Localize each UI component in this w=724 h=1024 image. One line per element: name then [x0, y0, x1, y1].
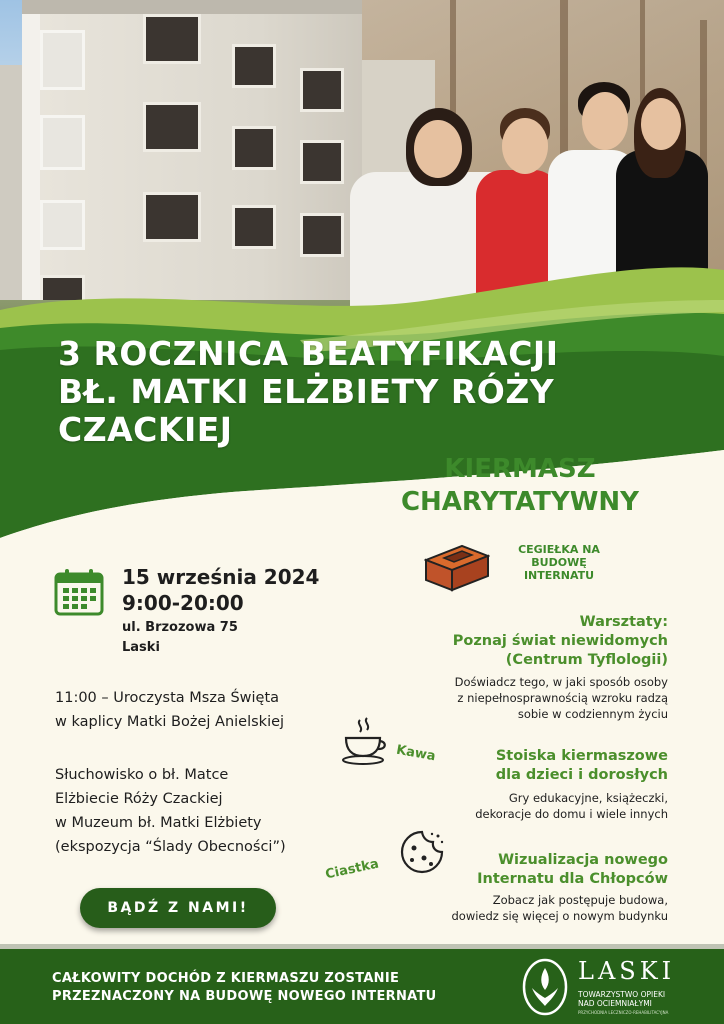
mass-line: w kaplicy Matki Bożej Anielskiej	[55, 714, 285, 730]
workshops-description-line: Doświadcz tego, w jaki sposób osoby	[454, 675, 668, 689]
stalls-description-line: dekoracje do domu i wiele innych	[475, 807, 668, 821]
coffee-label: Kawa	[394, 742, 437, 765]
cegielka-line: CEGIEŁKA NA	[518, 543, 600, 556]
title-line: BŁ. MATKI ELŻBIETY RÓŻY	[58, 372, 555, 411]
visualization-heading-line: Internatu dla Chłopców	[477, 871, 668, 887]
stalls-heading-line: dla dzieci i dorosłych	[495, 767, 668, 783]
logo-tagline: PRZYCHODNIA LECZNICZO-REHABILITACYJNA	[578, 1010, 669, 1015]
cegielka-line: BUDOWĘ	[531, 556, 587, 569]
stalls-description-line: Gry edukacyjne, książeczki,	[508, 791, 668, 805]
laski-logo-icon	[522, 958, 568, 1016]
workshops-description	[455, 674, 668, 722]
workshops-description-line: sobie w codziennym życiu	[517, 707, 668, 721]
kiermasz-line: KIERMASZ	[444, 454, 596, 484]
cookies-label: Ciastka	[324, 856, 381, 883]
mass-line: 11:00 – Uroczysta Msza Święta	[55, 690, 280, 706]
visualization-description-line: dowiedz się więcej o nowym budynku	[451, 909, 668, 923]
visualization-description	[451, 892, 668, 924]
audio-play-line: Elżbiecie Róży Czackiej	[55, 791, 223, 807]
logo-subtitle	[578, 990, 665, 1008]
logo-subtitle-line: TOWARZYSTWO OPIEKI	[578, 990, 666, 999]
event-time: 9:00-20:00	[122, 591, 244, 615]
brick-icon	[424, 538, 490, 592]
audio-play-line: w Muzeum bł. Matki Elżbiety	[55, 815, 262, 831]
workshops-heading-line: (Centrum Tyflologii)	[505, 652, 668, 668]
kiermasz-line: CHARYTATYWNY	[400, 487, 640, 517]
visualization-description-line: Zobacz jak postępuje budowa,	[492, 893, 668, 907]
title-line: 3 ROCZNICA BEATYFIKACJI	[58, 334, 559, 373]
stalls-heading-line: Stoiska kiermaszowe	[495, 748, 668, 764]
audio-play-info	[55, 763, 286, 859]
event-address	[122, 618, 238, 658]
workshops-heading-line: Poznaj świat niewidomych	[452, 633, 668, 649]
logo-subtitle-line: NAD OCIEMNIAŁYMI	[578, 999, 652, 1008]
address-city: Laski	[122, 640, 160, 655]
cegielka-line: INTERNATU	[523, 569, 595, 582]
event-date: 15 września 2024	[122, 565, 320, 589]
join-us-button[interactable]: BĄDŹ Z NAMI!	[80, 888, 276, 928]
footer-line: CAŁKOWITY DOCHÓD Z KIERMASZU ZOSTANIE	[52, 971, 400, 986]
page-title	[58, 335, 698, 449]
logo-name: LASKI	[578, 957, 676, 985]
kiermasz-heading	[340, 453, 700, 519]
audio-play-line: Słuchowisko o bł. Matce	[55, 767, 229, 783]
footer-text	[52, 970, 437, 1006]
audio-play-line: (ekspozycja “Ślady Obecności”)	[55, 839, 286, 855]
calendar-icon	[54, 568, 104, 616]
workshops-heading	[453, 613, 668, 670]
coffee-cup-icon	[338, 716, 390, 768]
visualization-heading	[477, 851, 668, 889]
footer-line: PRZEZNACZONY NA BUDOWĘ NOWEGO INTERNATU	[52, 989, 437, 1004]
cookie-icon	[398, 828, 446, 876]
visualization-heading-line: Wizualizacja nowego	[498, 852, 668, 868]
stalls-heading	[496, 747, 668, 785]
mass-info	[55, 686, 284, 734]
stalls-description	[475, 790, 668, 822]
workshops-heading-line: Warsztaty:	[579, 614, 668, 630]
address-street: ul. Brzozowa 75	[122, 620, 238, 635]
workshops-description-line: z niepełnosprawnością wzroku radzą	[457, 691, 668, 705]
title-line: CZACKIEJ	[58, 410, 233, 449]
cegielka-label	[494, 543, 624, 582]
